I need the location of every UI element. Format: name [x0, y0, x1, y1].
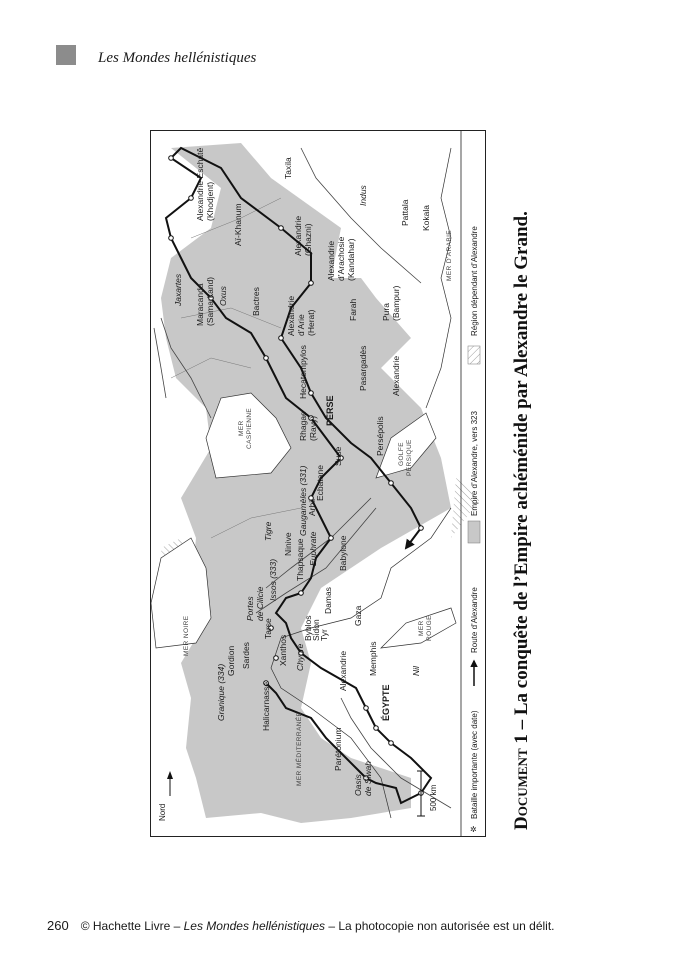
- label-hecatompylos: Hecatompylos: [298, 345, 308, 399]
- label-maracanda-1: Maracanda: [195, 283, 205, 326]
- label-rhagae-1: Rhagae: [298, 411, 308, 441]
- label-oxus: Oxus: [218, 286, 228, 306]
- label-kokala: Kokala: [421, 205, 431, 231]
- page-number: 260: [47, 918, 69, 933]
- label-xanthos: Xanthos: [278, 634, 288, 666]
- label-damas: Damas: [323, 587, 333, 614]
- label-arbil: Arbil: [307, 498, 317, 516]
- label-mer-rouge-1: MER: [418, 620, 425, 636]
- legend-dependent: Région dépendant d’Alexandre: [470, 226, 479, 336]
- label-perse: PERSE: [325, 395, 335, 426]
- header-square-icon: [56, 45, 76, 65]
- label-paretonium: Parétonium: [333, 727, 343, 771]
- legend-battle: Bataille importante (avec date): [470, 710, 479, 819]
- label-eschate-2: (Khodjent): [205, 181, 215, 221]
- label-ghazni-2: (Ghazni): [303, 223, 313, 256]
- label-ecbatane: Ecbatane: [315, 465, 325, 501]
- legend-empire-icon: [468, 521, 480, 543]
- north-label: Nord: [158, 803, 167, 821]
- footer-copyright: © Hachette Livre –: [80, 919, 184, 933]
- label-sidon: Sidon: [311, 619, 321, 641]
- label-taxila: Taxila: [283, 157, 293, 179]
- label-arie-1: Alexandrie: [286, 295, 296, 336]
- label-babylone: Babylone: [338, 535, 348, 571]
- label-byblos: Byblos: [303, 615, 313, 641]
- label-arie-3: (Herat): [306, 309, 316, 336]
- label-alexandrie-egypte: Alexandrie: [338, 650, 348, 691]
- label-oasis-1: Oasis: [353, 774, 363, 796]
- caption-prefix: Document 1: [511, 734, 532, 830]
- label-pura-1: Pura: [381, 303, 391, 321]
- label-mer-caspienne-1: MER: [238, 420, 245, 436]
- label-maracanda-2: (Samarkand): [205, 276, 215, 326]
- label-tigre: Tigre: [263, 521, 273, 541]
- figure-caption: [495, 128, 555, 838]
- label-sardes: Sardes: [241, 642, 251, 669]
- label-arachosie-3: (Kandahar): [346, 238, 356, 281]
- label-mer-arabie: MER D’ARABIE: [446, 229, 453, 281]
- label-ninive: Ninive: [283, 532, 293, 556]
- label-granique: Granique (334): [216, 663, 226, 721]
- legend-empire: Empire d’Alexandre, vers 323: [470, 411, 479, 516]
- label-chypre: Chypre: [295, 643, 305, 671]
- footer-book-title: Les Mondes hellénistiques: [183, 919, 326, 933]
- label-pura-2: (Bampur): [391, 285, 401, 321]
- legend-route: Route d’Alexandre: [470, 587, 479, 653]
- label-nil: Nil: [411, 666, 421, 676]
- label-arachosie-2: d’Arachosie: [336, 236, 346, 281]
- legend-battle-icon: [470, 825, 477, 834]
- label-arie-2: d’Arie: [296, 314, 306, 336]
- label-pattala: Pattala: [400, 199, 410, 226]
- legend-dependent-icon: [468, 346, 480, 364]
- label-rhagae-2: (Rayy): [308, 415, 318, 441]
- label-portes-2: de Cilicie: [255, 586, 265, 621]
- label-mer-mediterranee: MER MÉDITERRANÉE: [296, 711, 303, 786]
- page-footer: [47, 918, 555, 933]
- scale-label: 500 km: [429, 784, 438, 811]
- label-golfe-1: GOLFE: [398, 441, 405, 466]
- label-golfe-2: PERSIQUE: [406, 439, 413, 476]
- label-farah: Farah: [348, 298, 358, 321]
- label-mer-rouge-2: ROUGE: [426, 615, 433, 641]
- label-alexandrie-carmanie: Alexandrie: [391, 355, 401, 396]
- north-arrow-icon: [158, 771, 173, 821]
- label-egypte: ÉGYPTE: [381, 684, 391, 721]
- label-eschate-1: Alexandrie Eschatê: [195, 147, 205, 221]
- label-persepolis: Persépolis: [375, 416, 385, 456]
- svg-text:Document 1 – La conquête de l’: [511, 211, 532, 830]
- label-halicarnasse: Halicarnasse: [261, 681, 271, 731]
- label-tyr: Tyr: [319, 629, 329, 641]
- label-gordion: Gordion: [226, 645, 236, 676]
- label-ai-khanum: Aï-Khanum: [233, 203, 243, 246]
- running-header-title: Les Mondes hellénistiques: [98, 50, 257, 66]
- label-gaza: Gaza: [353, 605, 363, 626]
- label-pasargades: Pasargadès: [358, 345, 368, 391]
- jaxartes-river: [154, 328, 166, 398]
- label-gaugameles: Gaugamèles (331): [298, 465, 308, 536]
- label-tarse: Tarse: [263, 618, 273, 639]
- label-oasis-2: de Siwah: [363, 761, 373, 796]
- caption-text: – La conquête de l’Empire achéménide par Alexandre le Grand.: [511, 211, 532, 735]
- label-portes-1: Portes: [245, 596, 255, 621]
- label-memphis: Memphis: [368, 641, 378, 676]
- label-thapsaque: Thapsaque: [295, 538, 305, 581]
- label-arachosie-1: Alexandrie: [326, 240, 336, 281]
- label-mer-noire: MER NOIRE: [183, 615, 190, 656]
- label-issos: Issos (333): [268, 558, 278, 601]
- label-jaxartes: Jaxartes: [173, 273, 183, 306]
- conquest-map: [151, 131, 486, 837]
- label-euphrate: Euphrate: [308, 531, 318, 566]
- label-mer-caspienne-2: CASPIENNE: [246, 407, 253, 449]
- map-legend: [461, 131, 480, 837]
- label-indus: Indus: [358, 185, 368, 206]
- footer-notice: – La photocopie non autorisée est un délit.: [325, 919, 555, 933]
- label-ghazni-1: Alexandrie: [293, 215, 303, 256]
- label-suse: Suse: [333, 446, 343, 466]
- svg-text:✲: ✲: [470, 825, 477, 834]
- label-bactres: Bactres: [251, 287, 261, 316]
- map-frame: [150, 130, 486, 837]
